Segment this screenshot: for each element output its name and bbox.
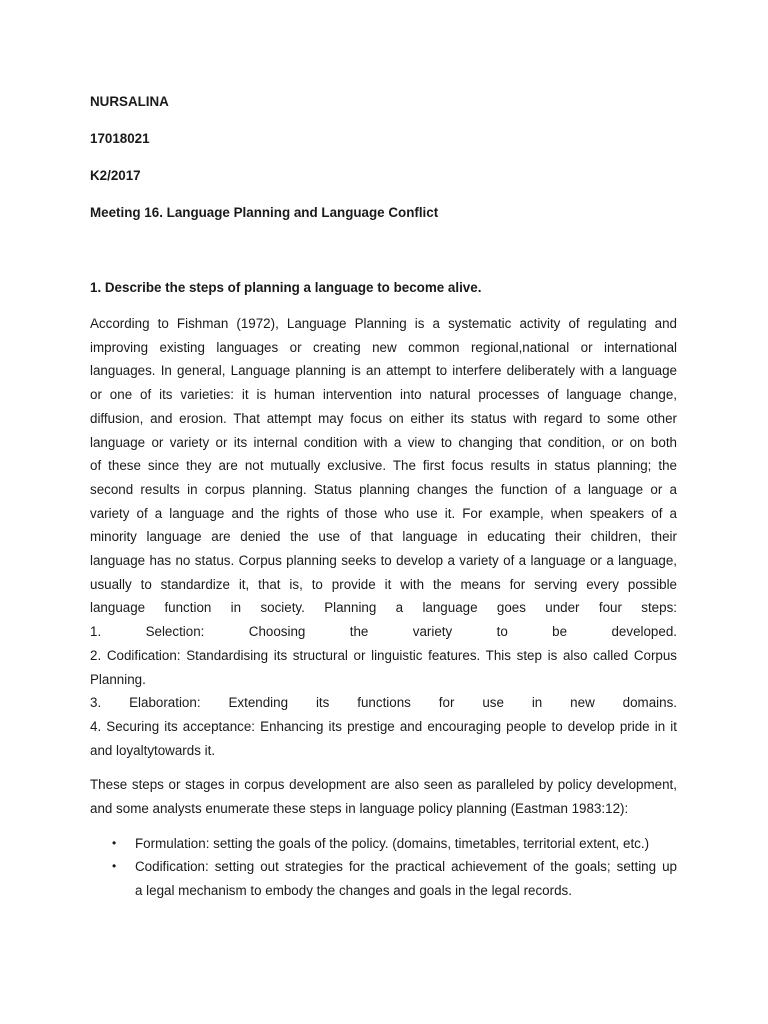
- step-codification-cont: Planning.: [90, 671, 146, 687]
- list-item-text: Codification: setting out strategies for the practical achievement of the goals; setting up: [135, 859, 677, 875]
- list-item-text: a legal mechanism to embody the changes and goals in the legal records.: [135, 883, 572, 899]
- step-codification: 2. Codification: Standardising its structural or linguistic features. This step is also called Corpus: [90, 647, 677, 663]
- paragraph-line: of these since they are not mutually exclusive. The first focus results in status planning; the: [90, 458, 677, 474]
- paragraph-line: languages. In general, Language planning is an attempt to interfere deliberately with a language: [90, 363, 677, 379]
- step-elaboration: 3. Elaboration: Extending its functions for use in new domains.: [90, 695, 677, 711]
- paragraph-line: or one of its varieties: it is human intervention into natural processes of language change,: [90, 387, 677, 403]
- list-item-formulation: [90, 832, 677, 856]
- step-acceptance: 4. Securing its acceptance: Enhancing its prestige and encouraging people to develop pride in it: [90, 718, 677, 734]
- paragraph-line: improving existing languages or creating new common regional,national or international: [90, 339, 677, 355]
- student-id: 17018021: [90, 131, 150, 146]
- list-item-text: Formulation: setting the goals of the policy. (domains, timetables, territorial extent, etc.): [135, 835, 650, 851]
- list-item-codification: [90, 855, 677, 902]
- paragraph-fishman: [90, 312, 677, 762]
- step-acceptance-cont: and loyaltytowards it.: [90, 742, 216, 758]
- paragraph-policy: [90, 773, 677, 820]
- paragraph-line: language or variety or its internal condition with a view to changing that condition, or on both: [90, 434, 677, 450]
- bullet-icon: •: [112, 835, 117, 850]
- document-page: [90, 92, 677, 903]
- paragraph-line: minority language are denied the use of that language in educating their children, their: [90, 529, 677, 545]
- step-selection: 1. Selection: Choosing the variety to be developed.: [90, 624, 677, 640]
- paragraph-line: According to Fishman (1972), Language Planning is a systematic activity of regulating and: [90, 316, 677, 331]
- bullet-icon: •: [112, 859, 117, 874]
- class-code: K2/2017: [90, 168, 141, 183]
- paragraph-line: variety of a language and the rights of those who use it. For example, when speakers of a: [90, 505, 677, 521]
- paragraph-line: language has no status. Corpus planning seeks to develop a variety of a language or a language,: [90, 553, 677, 569]
- paragraph-line: and some analysts enumerate these steps in language policy planning (Eastman 1983:12):: [90, 801, 629, 817]
- policy-steps-list: [90, 832, 677, 903]
- paragraph-line: diffusion, and erosion. That attempt may focus on either its status with regard to some other: [90, 410, 677, 426]
- paragraph-line: second results in corpus planning. Status planning changes the function of a language or a: [90, 481, 677, 497]
- paragraph-line: usually to standardize it, that is, to provide it with the means for serving every possible: [90, 576, 677, 592]
- question-heading: 1. Describe the steps of planning a language to become alive.: [90, 280, 482, 295]
- student-name: NURSALINA: [90, 94, 169, 109]
- paragraph-line: These steps or stages in corpus development are also seen as paralleled by policy development,: [90, 777, 677, 793]
- paragraph-line: language function in society. Planning a language goes under four steps:: [90, 600, 677, 616]
- meeting-title: Meeting 16. Language Planning and Language Conflict: [90, 205, 439, 220]
